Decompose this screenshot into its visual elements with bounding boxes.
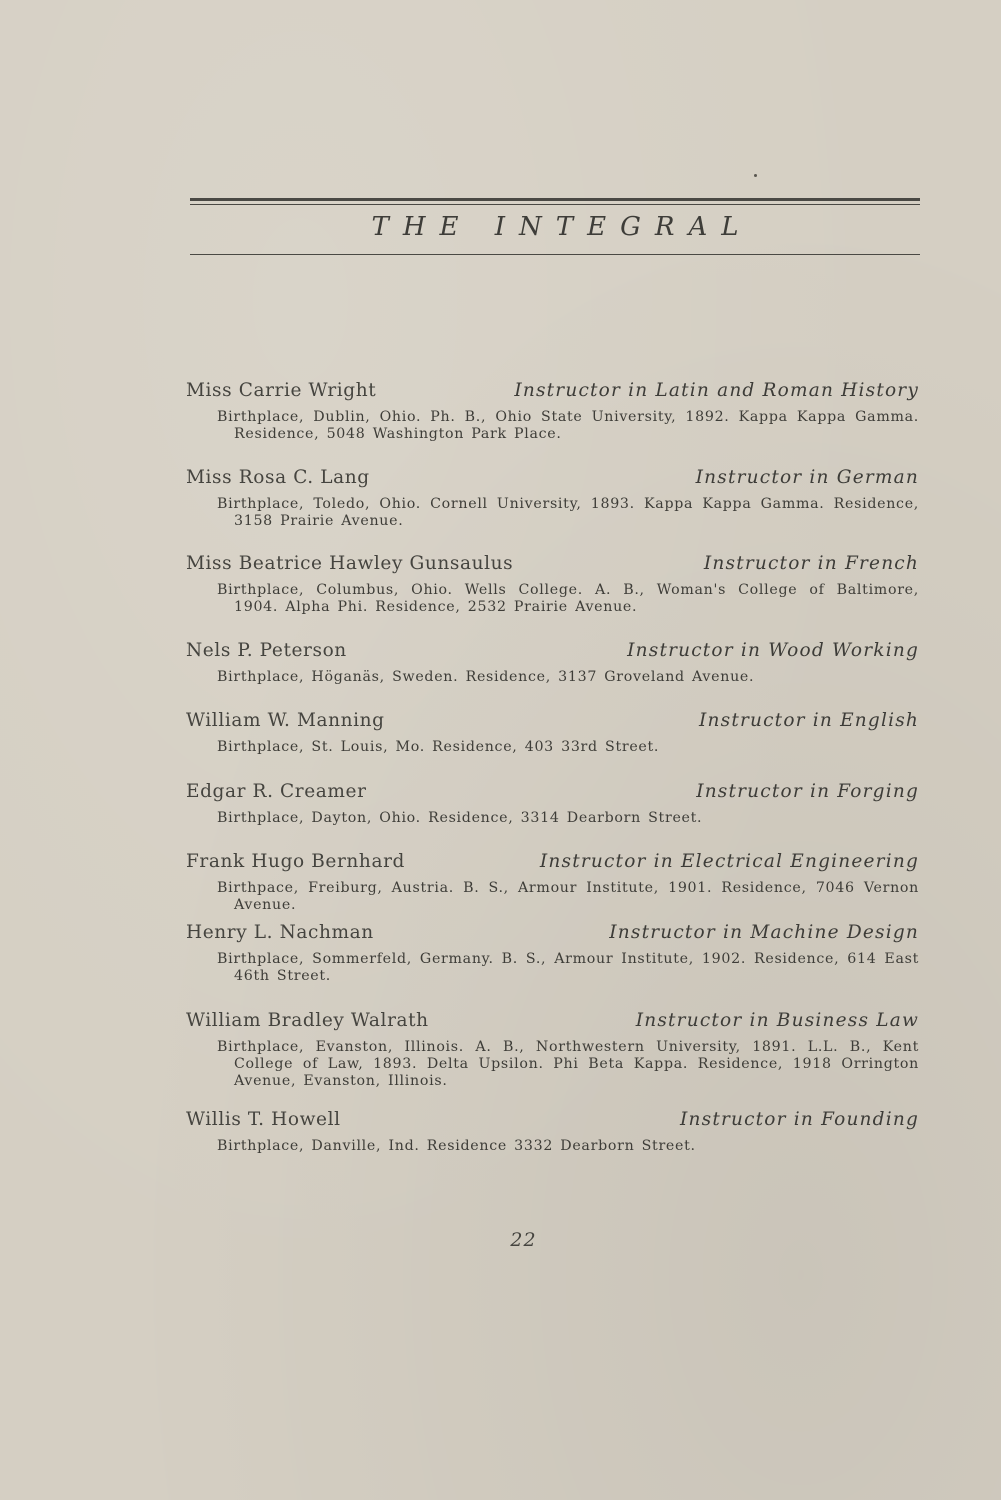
faculty-entry: [186, 638, 919, 686]
entry-heading: [186, 551, 919, 577]
faculty-name: Henry L. Nachman: [186, 922, 374, 943]
faculty-title: Instructor in Latin and Roman History: [514, 380, 919, 401]
faculty-title: Instructor in Business Law: [635, 1010, 919, 1031]
faculty-title: Instructor in French: [703, 553, 919, 574]
faculty-name: Nels P. Peterson: [186, 640, 347, 661]
faculty-entry: [186, 849, 919, 914]
faculty-details: Birthplace, Toledo, Ohio. Cornell University, 1893. Kappa Kappa Gamma. Residence, 3158 Prairie Avenue.: [217, 496, 919, 529]
faculty-entry: [186, 378, 919, 443]
faculty-details: Birthpace, Freiburg, Austria. B. S., Armour Institute, 1901. Residence, 7046 Vernon Avenue.: [217, 880, 919, 913]
faculty-entry: [186, 1107, 919, 1155]
faculty-name: Miss Rosa C. Lang: [186, 467, 370, 488]
running-title: THE INTEGRAL: [371, 212, 753, 242]
entry-heading: [186, 378, 919, 404]
entry-heading: [186, 920, 919, 946]
faculty-title: Instructor in Wood Working: [627, 640, 919, 661]
entry-heading: [186, 1107, 919, 1133]
faculty-entry: [186, 708, 919, 756]
faculty-details: Birthplace, Dayton, Ohio. Residence, 3314 Dearborn Street.: [217, 810, 703, 826]
faculty-title: Instructor in Founding: [680, 1109, 919, 1130]
entry-heading: [186, 708, 919, 734]
faculty-entry: [186, 551, 919, 616]
faculty-name: William W. Manning: [186, 710, 385, 731]
faculty-name: Miss Beatrice Hawley Gunsaulus: [186, 553, 514, 574]
header-rule-thick: [190, 198, 920, 201]
faculty-details: Birthplace, Danville, Ind. Residence 3332 Dearborn Street.: [217, 1138, 696, 1154]
faculty-title: Instructor in Forging: [696, 781, 919, 802]
faculty-name: Frank Hugo Bernhard: [186, 851, 405, 872]
faculty-details: Birthplace, Sommerfeld, Germany. B. S., Armour Institute, 1902. Residence, 614 East 46th Street.: [217, 951, 919, 984]
faculty-name: Miss Carrie Wright: [186, 380, 377, 401]
faculty-title: Instructor in English: [699, 710, 919, 731]
faculty-details: Birthplace, Höganäs, Sweden. Residence, 3137 Groveland Avenue.: [217, 669, 755, 685]
faculty-name: Edgar R. Creamer: [186, 781, 367, 802]
entry-heading: [186, 465, 919, 491]
entry-heading: [186, 638, 919, 664]
ink-speck: [754, 174, 757, 177]
header-rule-bottom: [190, 254, 920, 255]
faculty-details: Birthplace, Columbus, Ohio. Wells College. A. B., Woman's College of Baltimore, 1904. Alpha Phi. Residence, 2532 Prairie Avenue.: [217, 582, 919, 615]
entry-heading: [186, 849, 919, 875]
faculty-entry: [186, 920, 919, 985]
faculty-details: Birthplace, St. Louis, Mo. Residence, 403 33rd Street.: [217, 739, 660, 755]
faculty-entry: [186, 779, 919, 827]
faculty-details: Birthplace, Evanston, Illinois. A. B., Northwestern University, 1891. L.L. B., Kent College of Law, 1893. Delta Upsilon. Phi Beta Kappa. Residence, 1918 Orrington Avenue, Evanston, Illinois.: [217, 1039, 919, 1089]
entry-heading: [186, 1008, 919, 1034]
faculty-title: Instructor in German: [695, 467, 919, 488]
faculty-name: William Bradley Walrath: [186, 1010, 429, 1031]
faculty-entry: [186, 1008, 919, 1090]
entry-heading: [186, 779, 919, 805]
page-header: [190, 198, 920, 255]
faculty-title: Instructor in Machine Design: [609, 922, 919, 943]
faculty-entry: [186, 465, 919, 530]
faculty-details: Birthplace, Dublin, Ohio. Ph. B., Ohio State University, 1892. Kappa Kappa Gamma. Residence, 5048 Washington Park Place.: [217, 409, 919, 442]
faculty-name: Willis T. Howell: [186, 1109, 341, 1130]
faculty-title: Instructor in Electrical Engineering: [539, 851, 919, 872]
page-number: 22: [510, 1229, 537, 1251]
